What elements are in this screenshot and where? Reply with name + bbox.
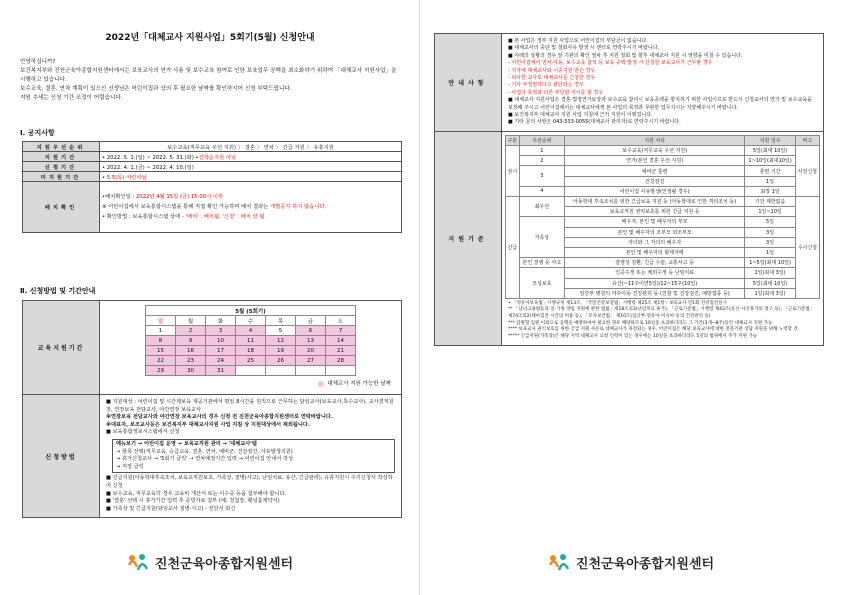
notice-key: 미지원기간 — [23, 172, 100, 182]
day: 14 — [326, 336, 356, 346]
criteria-key: 지원기준 — [435, 131, 502, 346]
intro-line: 보수교육, 결혼, 연차 계획이 있으신 선생님은 어린이집과 상의 후 필요한 날짜를 확인하시어 신청 부탁드립니다. — [20, 86, 292, 92]
col-header: 지원 일수 — [745, 135, 795, 145]
reason-cell: 자녀와 그 자녀의 배우자 — [564, 237, 744, 247]
day: 2 — [176, 326, 206, 336]
reason-cell: 보수교육(직무교육 우선 지원) — [564, 146, 744, 156]
day — [266, 366, 296, 376]
notice-value: 보수교육(직무교육 우선 지원) 〉 결혼 〉 연차 〉 긴급 지원 〉 유휴지원 — [100, 142, 402, 152]
period-key: 교육지원기간 — [23, 301, 100, 395]
reason-cell: 본인 및 배우자의 조부모 외조부모 — [564, 227, 744, 237]
calendar — [145, 305, 356, 376]
assign-info: •배치확인일 : 2022년 4월 15일 (금) 15:00시 이후 ※ 어린이집에서 보육통합시스템을 통해 직접 확인 가능하며 배치 결과는 개별공지 하지 않습니다. • 확인방법 : 보육통합시스템 상태 - '배치' : 배치됨, '신청' : 배치 안 됨 — [100, 182, 402, 233]
reason-cell: 어린이집 사유발생(인정될 경우) — [564, 186, 744, 196]
day: 13 — [296, 336, 326, 346]
center-logo-icon — [127, 553, 149, 573]
criteria-cell — [502, 131, 824, 346]
center-logo-icon — [548, 553, 570, 573]
day: 10 — [206, 336, 236, 346]
weekday: 토 — [326, 316, 356, 326]
calendar-legend: 대체교사 지원 가능한 날짜 — [110, 379, 391, 387]
priority-cell: 모성보호 — [519, 268, 564, 299]
reason-cell: 유산(~11주이면5일)/12~15주(10일) — [564, 278, 744, 288]
days-cell: 1일(최대 3일) — [745, 268, 795, 278]
days-cell: 1일~10일 — [745, 207, 795, 217]
notice-value: • 2022. 4. 1.(금) ~ 2022. 4. 10.(일) — [100, 162, 402, 172]
priority-cell: 가족상 — [519, 217, 564, 258]
day: 27 — [296, 356, 326, 366]
notice-key: 신청기간 — [23, 162, 100, 172]
group-cell: 긴급 — [506, 197, 520, 299]
reason-cell: 임산부 병원의 야주아동 건강관리 등 (진찰 및 건강검진, 예방접종 등) — [564, 288, 744, 298]
notice-key: 지원우선순위 — [23, 142, 100, 152]
legend-swatch — [318, 381, 324, 387]
reason-cell: 본인 및 배우자의 형제자매 — [564, 247, 744, 257]
reason-cell: 인공수정 또는 체외수정 등 난임치료 — [564, 268, 744, 278]
reason-cell: 보육교직원 권익보호를 위한 긴급 지원 등 — [564, 207, 744, 217]
day: 19 — [266, 346, 296, 356]
weekday: 목 — [266, 316, 296, 326]
day: 7 — [326, 326, 356, 336]
apply-method: ■ 지원대상 : 어린이집 및 시간제보육 제공기관에서 평일 8시간을 원칙으로 근무하는 담임교사(보육교사,특수교사), 교사겸직원장, 연장보육 전담교사, 야간연장 보육교사 ※연장보육 전담교사와 야간연장 보육교사의 경우 신청 전 진천군육아종합지원센터로 연락바랍니다. ※대표자, 보조교사등은 보건복지부 대체교사지원 사업 지침 상 지원대상에서 제외됩니다. ■ 보육통합정보시스템에서 신청 메뉴보기 → 어린이집 운영 → 보육교직원 관리 → '대체교사'탭 → 항목 선택(직무교육, 승급교육, 결혼, 연차, 예비군, 건강검진, 사유발생지원) → 휴가신청교사 → '5회기 클릭' → 연차예정기간 입력 → 어린이집 안내서 작성 → 저장 클릭 ■ 긴급지원(아동학대후속조치, 보육교직원보호, 가족상, 질병(사고), 난임치료, 유산, 긴급관리), 유휴지원시 수기신청서 작성하여 신청 ■ 보수교육, 직무교육의 경우 교육비 개산서 또는 이수증 등을 첨부해야 합니다. ■ '결혼' 선택 시 휴가기간 입력 후 증빙자료 첨부 (예: 청첩장, 웨딩홀계약서) ■ 가족상 및 긴급지원(담임교사 질병·사고) - 전단서 회신 — [100, 395, 402, 518]
day: 16 — [176, 346, 206, 356]
day: 22 — [146, 356, 176, 366]
day: 11 — [236, 336, 266, 346]
weekday: 일 — [146, 316, 176, 326]
priority-cell: 3 — [519, 166, 564, 186]
section-heading-apply: Ⅱ. 신청방법 및 기간안내 — [20, 287, 96, 295]
col-header: 지원 사유 — [564, 135, 744, 145]
guide-key: 안내사항 — [435, 34, 502, 132]
priority-cell: 본인 질병 등 사고 — [519, 258, 564, 268]
days-cell: 5일 — [745, 217, 795, 227]
notice-key: 지원기간 — [23, 152, 100, 162]
day: 24 — [206, 356, 236, 366]
day: 26 — [266, 356, 296, 366]
page-title: 2022년「대체교사 지원사업」5회기(5월) 신청안내 — [105, 33, 315, 43]
priority-cell: 1 — [519, 146, 564, 156]
day — [236, 366, 266, 376]
reason-cell: 아동학대 후속조치를 위한 긴급보육 지원 등 (아동학대로 인한 격리조치 등) — [564, 197, 744, 207]
day: 17 — [206, 346, 236, 356]
days-cell: 1일 — [745, 247, 795, 257]
days-cell: 최장 1일 — [745, 186, 795, 196]
day: 29 — [146, 366, 176, 376]
apply-key: 신청방법 — [23, 395, 100, 518]
days-cell: 훈련 기간 — [745, 166, 795, 176]
guide-list: ■ 본 사업은 정부 지원 사업으로 어린이집의 부담금이 없습니다. ■ 대체교사의 중단 및 철회사유 발생 시 센터로 연락주시기 바랍니다. ■ 아래의 상황의 경우 앞 기관의 확인 절차 후 지원 철회 및 향후 대체교사 지원 시 영향을 미칠 수 있습니다. - 어린이집에서 연차·사용, 보수교육 참석 등 보육 공백 발생 시 신청한 보육교사가 근무할 경우 - 지자체 대체교사와 이중지원 받은 경우 - 퇴사한 교사로 대체교사를 신청한 경우 - 기타 부적절하다고 판단되는 경우 - 사업의 목적과 다른 부당한 지시를 할 경우 ■ 대체교사 지원사업은 결혼·법정연가보장과 보수교육 참여시 보육공백을 방지하기 위한 사업이므로 반드시 신청교사의 연가 및 보수교육을 보장해 주시고 어린이집에서는 대체교사에게 본 사업의 목적과 무관한 업무지시는 지양해주시기 바랍니다. ■ 보건복지부 대체교사 지원 사업 지침에 근거 지원이 이뤄집니다. ■ 기타 문의 사항은 043-533-0055(대체교사 관리자)로 연락주시기 바랍니다. — [502, 34, 824, 132]
notice-value: • 2022. 5. 1.(일) ~ 2022. 5. 31.(화) •신학순지원 아님 — [100, 152, 402, 162]
weekday: 월 — [176, 316, 206, 326]
day: 4 — [236, 326, 266, 336]
day — [326, 366, 356, 376]
day: 12 — [266, 336, 296, 346]
priority-cell: 4 — [519, 186, 564, 196]
note-cell: 수시신청 — [795, 197, 819, 299]
note-cell: 사전신청 — [795, 146, 819, 197]
day: 30 — [176, 366, 206, 376]
calendar-title: 5월 (5회기) — [146, 306, 356, 316]
weekday: 화 — [206, 316, 236, 326]
day: 28 — [326, 356, 356, 366]
days-cell: 1일 — [745, 176, 795, 186]
reason-cell: 연가(본인 결혼 우선 지원) — [564, 156, 744, 166]
days-cell: 1~5일(최대 10일) — [745, 258, 795, 268]
criteria-notes: • 「영유아보육법」시행규칙 제13조, 「국민건강보험법」시행령 제25조 제1항 : 보육교사 연1회 건강검진실시 ** 「남녀고용평등과 일·가정 양립 지원에 관한 법률」제18조의3(난임치료 휴가), 「근로기준법」시행령 제43조(유산·사산휴가의 청구 등), 「근로기준법」제74조의2(태아검진 시간의 허용 등), 「모자보건법」 제10조(임산부·영유아 미숙아 등의 건강관리 등) *** 갑병형 입원 이외으로 공백을 예방하여야 필요한 경우 해당하므로 10일을 초과하더라도 그 기간(3개~8주)동안 대체교사 지원 가능 **** 보육교사 권익보호를 위한 긴급 지원 사유로 대체교사가 파견되는 경우, 어린이집은 해당 보육교사에 대한 전문기관 상담 지원을 위해 노력할 것 ***** 긴급지원(가족상)은 해당 지역 대체교사 요청 인력이 있는 경우에는 10일을 초과하더라도 5일의 범위에서 추가 지원 가능 — [508, 300, 815, 339]
day: 20 — [296, 346, 326, 356]
day: 5 — [266, 326, 296, 336]
day: 8 — [146, 336, 176, 346]
info-table — [434, 33, 824, 346]
day: 25 — [236, 356, 266, 366]
day: 1 — [146, 326, 176, 336]
day — [296, 366, 326, 376]
days-cell: 1일(최대 3일) — [745, 288, 795, 298]
days-cell: 3일 — [745, 227, 795, 237]
col-header: 구분 — [506, 135, 520, 145]
notice-key: 배치확인 — [23, 182, 100, 233]
intro-line: 보건복지부와 진천군육아종합지원센터에서는 보육교사의 연가 사용 및 보수교육 참여로 인한 보육업무 공백을 최소화하기 위하여 「대체교사 지원사업」을 시행하고 있습니다. — [20, 68, 397, 83]
intro-text — [20, 58, 400, 103]
priority-cell: 2 — [519, 156, 564, 166]
day: 15 — [146, 346, 176, 356]
day: 21 — [326, 346, 356, 356]
apply-steps-box: 메뉴보기 → 어린이집 운영 → 보육교직원 관리 → '대체교사'탭 → 항목 선택(직무교육, 승급교육, 결혼, 연차, 예비군, 건강검진, 사유발생지원) → 휴가신청교사 → '5회기 클릭' → 연차예정기간 입력 → 어린이집 안내서 작성 → 저장 클릭 — [112, 439, 395, 473]
priority-cell: 최우선 — [519, 197, 564, 217]
calendar-cell — [100, 301, 402, 395]
days-cell: 기간 제한없음 — [745, 197, 795, 207]
day: 23 — [176, 356, 206, 366]
days-cell: 5일(최대 10일) — [745, 146, 795, 156]
col-header: 비고 — [795, 135, 819, 145]
intro-line: 지원 추세는 신청 기간 조정이 어렵습니다. — [20, 95, 123, 101]
criteria-table — [505, 135, 820, 299]
day: 9 — [176, 336, 206, 346]
left-page — [0, 0, 420, 595]
section-heading-notice: Ⅰ. 공지사항 — [20, 129, 55, 137]
center-logo: 진천군육아종합지원센터 — [421, 552, 841, 573]
day: 31 — [206, 366, 236, 376]
apply-table — [22, 300, 402, 518]
reason-cell: 배우자, 본인 및 배우자의 부모 — [564, 217, 744, 227]
reason-cell: 예비군 훈련 — [564, 166, 744, 176]
day: 3 — [206, 326, 236, 336]
weekday: 수 — [236, 316, 266, 326]
day: 18 — [236, 346, 266, 356]
center-logo: 진천군육아종합지원센터 — [0, 552, 420, 573]
intro-line: 안녕하십니까? — [20, 59, 56, 65]
days-cell: 5일(최대 10일) — [745, 278, 795, 288]
days-cell: 1~10일(최대10일) — [745, 156, 795, 166]
day: 6 — [296, 326, 326, 336]
group-cell: 상시 — [506, 146, 520, 197]
right-page — [421, 0, 841, 595]
days-cell: 3일 — [745, 237, 795, 247]
weekday: 금 — [296, 316, 326, 326]
notice-table — [22, 141, 402, 233]
col-header: 우선순위 — [519, 135, 564, 145]
notice-value: • 5.5(목) 어린이날 — [100, 172, 402, 182]
reason-cell: 감염성 질환, 긴급 수술, 교통사고 등 — [564, 258, 744, 268]
reason-cell: 건강검진 — [564, 176, 744, 186]
